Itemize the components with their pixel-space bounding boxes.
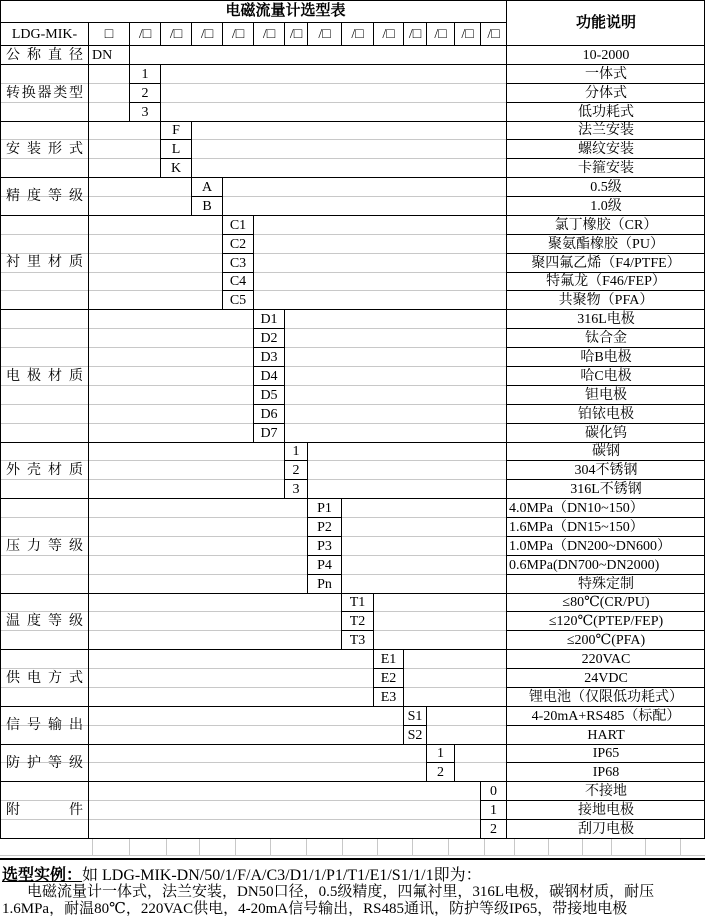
model-code-slot-box: /□	[480, 22, 506, 45]
function-cell: 316L不锈钢	[506, 479, 705, 498]
function-cell: 316L电极	[506, 309, 705, 328]
code-cell: P4	[307, 555, 341, 574]
model-code-slot-box: /□	[222, 22, 253, 45]
function-cell: 10-2000	[506, 45, 705, 64]
sheet-column-gridline	[92, 839, 93, 855]
selection-example-label: 选型实例：	[2, 867, 83, 884]
code-cell: P3	[307, 536, 341, 555]
function-cell: 哈C电极	[506, 366, 705, 385]
function-cell: ≤120℃(PTEP/FEP)	[506, 611, 705, 630]
empty-merged-region	[284, 309, 506, 442]
code-cell: P1	[307, 498, 341, 517]
group-label: 外壳材质	[0, 442, 88, 498]
empty-merged-region	[426, 706, 506, 744]
function-cell: 304不锈钢	[506, 460, 705, 479]
empty-merged-region	[341, 498, 506, 593]
function-cell: 特氟龙（F46/FEP）	[506, 272, 705, 290]
empty-merged-region	[88, 215, 222, 309]
sheet-column-gridline	[166, 839, 167, 855]
table-title: 电磁流量计选型表	[0, 0, 506, 22]
code-cell: F	[160, 121, 191, 139]
empty-merged-region	[88, 593, 341, 649]
code-cell: 2	[284, 460, 307, 479]
code-cell: T2	[341, 611, 373, 630]
sheet-column-gridline	[412, 839, 413, 855]
model-code-slot-box: /□	[307, 22, 341, 45]
empty-merged-region	[88, 649, 373, 706]
function-cell: 氯丁橡胶（CR）	[506, 215, 705, 234]
model-code-slot-box: /□	[373, 22, 403, 45]
function-cell: HART	[506, 725, 705, 744]
function-cell: 220VAC	[506, 649, 705, 668]
function-cell: 4.0MPa（DN10~150）	[506, 498, 705, 517]
group-label: 温度等级	[0, 593, 88, 649]
sheet-column-gridline	[306, 839, 307, 855]
sheet-column-gridline	[645, 839, 646, 855]
sheet-column-gridline	[342, 839, 343, 855]
function-cell: 0.6MPa(DN700~DN2000)	[506, 555, 705, 574]
function-cell: 1.6MPa（DN15~150）	[506, 517, 705, 536]
function-cell: 碳化钨	[506, 423, 705, 442]
example-divider-line	[0, 858, 705, 860]
empty-merged-region	[88, 442, 284, 498]
function-cell: IP68	[506, 762, 705, 781]
empty-merged-region	[373, 593, 506, 649]
code-cell: E2	[373, 668, 403, 687]
code-cell: D6	[253, 404, 284, 423]
function-cell: 钽电极	[506, 385, 705, 404]
code-cell: 3	[284, 479, 307, 498]
code-cell: C2	[222, 234, 253, 253]
empty-merged-region	[129, 45, 506, 64]
model-code-slot-box: /□	[253, 22, 284, 45]
function-cell: 碳钢	[506, 442, 705, 460]
function-cell: 共聚物（PFA）	[506, 290, 705, 309]
code-cell: D7	[253, 423, 284, 442]
group-label: 防护等级	[0, 744, 88, 781]
table-bottom-border	[0, 838, 705, 839]
function-cell: 特殊定制	[506, 574, 705, 593]
model-code-slot-box: /□	[403, 22, 426, 45]
group-label: 安装形式	[0, 121, 88, 177]
selection-example-code: 如 LDG-MIK-DN/50/1/F/A/C3/D1/1/P1/T1/E1/S1/1/1即为：	[82, 867, 482, 884]
function-cell: 法兰安装	[506, 121, 705, 139]
empty-merged-region	[191, 121, 506, 177]
model-code-slot-box: □	[88, 22, 129, 45]
function-cell: 哈B电极	[506, 347, 705, 366]
empty-merged-region	[222, 177, 506, 215]
code-cell: 0	[480, 781, 506, 800]
model-prefix-cell: LDG-MIK-	[0, 22, 88, 45]
model-code-slot-box: /□	[426, 22, 454, 45]
sheet-column-gridline	[484, 839, 485, 855]
code-cell: L	[160, 139, 191, 158]
function-cell: 刮刀电极	[506, 819, 705, 838]
sheet-column-gridline	[199, 839, 200, 855]
code-cell: Pn	[307, 574, 341, 593]
group-label: 附件	[0, 781, 88, 838]
group-label: 转换器类型	[0, 64, 88, 121]
sheet-column-gridline	[514, 839, 515, 855]
empty-merged-region	[403, 649, 506, 706]
function-cell: 1.0MPa（DN200~DN600）	[506, 536, 705, 555]
function-cell: 聚氨酯橡胶（PU）	[506, 234, 705, 253]
empty-merged-region	[88, 309, 253, 442]
empty-merged-region	[88, 64, 129, 121]
empty-merged-region	[88, 781, 480, 838]
function-cell: ≤80℃(CR/PU)	[506, 593, 705, 611]
empty-merged-region	[454, 744, 506, 781]
group-label: 供电方式	[0, 649, 88, 706]
group-label: 压力等级	[0, 498, 88, 593]
code-cell: D1	[253, 309, 284, 328]
code-cell: S1	[403, 706, 426, 725]
function-cell: 分体式	[506, 83, 705, 102]
sheet-column-gridline	[582, 839, 583, 855]
function-cell: 不接地	[506, 781, 705, 800]
group-label: 信号输出	[0, 706, 88, 744]
empty-merged-region	[160, 64, 506, 121]
group-label: 电极材质	[0, 309, 88, 442]
empty-merged-region	[88, 706, 403, 744]
empty-merged-region	[88, 498, 307, 593]
code-cell: 2	[426, 762, 454, 781]
code-cell: E1	[373, 649, 403, 668]
code-cell: T1	[341, 593, 373, 611]
code-cell: 3	[129, 102, 160, 121]
sheet-column-gridline	[680, 839, 681, 855]
model-code-slot-box: /□	[284, 22, 307, 45]
group-label: 精度等级	[0, 177, 88, 215]
sheet-column-gridline	[377, 839, 378, 855]
code-cell: D3	[253, 347, 284, 366]
sheet-column-gridline	[270, 839, 271, 855]
function-cell: 钛合金	[506, 328, 705, 347]
selection-example-description-2: 1.6MPa，耐温80℃，220VAC供电，4-20mA信号输出，RS485通讯，防护等级IP65，带接地电极	[2, 901, 628, 916]
sheet-column-gridline	[611, 839, 612, 855]
function-cell: 锂电池（仅限低功耗式）	[506, 687, 705, 706]
model-code-slot-box: /□	[341, 22, 373, 45]
group-label: 公称直径	[0, 45, 88, 64]
code-cell: 1	[426, 744, 454, 762]
sheet-column-gridline	[548, 839, 549, 855]
function-cell: 接地电极	[506, 800, 705, 819]
empty-merged-region	[88, 121, 160, 177]
function-cell: 螺纹安装	[506, 139, 705, 158]
sheet-column-gridline	[129, 839, 130, 855]
code-cell: T3	[341, 630, 373, 649]
empty-merged-region	[253, 215, 506, 309]
model-code-slot-box: /□	[129, 22, 160, 45]
function-cell: 聚四氟乙烯（F4/PTFE）	[506, 253, 705, 272]
sheet-column-gridline	[235, 839, 236, 855]
code-cell: 1	[480, 800, 506, 819]
code-cell: 2	[480, 819, 506, 838]
code-cell: D5	[253, 385, 284, 404]
function-description-header: 功能说明	[506, 0, 705, 45]
function-cell: IP65	[506, 744, 705, 762]
code-cell: 2	[129, 83, 160, 102]
function-cell: 1.0级	[506, 196, 705, 215]
function-cell: 0.5级	[506, 177, 705, 196]
code-cell: A	[191, 177, 222, 196]
code-cell: C5	[222, 290, 253, 309]
code-cell: C1	[222, 215, 253, 234]
group-label: 衬里材质	[0, 215, 88, 309]
sheet-gridline	[0, 855, 705, 856]
selection-example-description-1: 电磁流量计一体式，法兰安装，DN50口径，0.5级精度，四氟衬里，316L电极，碳钢材质，耐压	[27, 884, 655, 900]
code-cell: D4	[253, 366, 284, 385]
code-cell: S2	[403, 725, 426, 744]
function-cell: 铂铱电极	[506, 404, 705, 423]
model-code-slot-box: /□	[454, 22, 480, 45]
sheet-column-gridline	[448, 839, 449, 855]
function-cell: 卡箍安装	[506, 158, 705, 177]
code-cell: E3	[373, 687, 403, 706]
code-cell: D2	[253, 328, 284, 347]
empty-merged-region	[307, 442, 506, 498]
model-code-slot-box: /□	[160, 22, 191, 45]
function-cell: 4-20mA+RS485（标配）	[506, 706, 705, 725]
code-cell: C3	[222, 253, 253, 272]
function-cell: 低功耗式	[506, 102, 705, 121]
function-cell: ≤200℃(PFA)	[506, 630, 705, 649]
code-cell: P2	[307, 517, 341, 536]
model-code-slot-box: /□	[191, 22, 222, 45]
function-cell: 一体式	[506, 64, 705, 83]
code-cell: 1	[129, 64, 160, 83]
code-cell: 1	[284, 442, 307, 460]
code-cell: DN	[88, 45, 129, 64]
code-cell: B	[191, 196, 222, 215]
code-cell: K	[160, 158, 191, 177]
empty-merged-region	[88, 744, 426, 781]
empty-merged-region	[88, 177, 191, 215]
function-cell: 24VDC	[506, 668, 705, 687]
code-cell: C4	[222, 272, 253, 290]
